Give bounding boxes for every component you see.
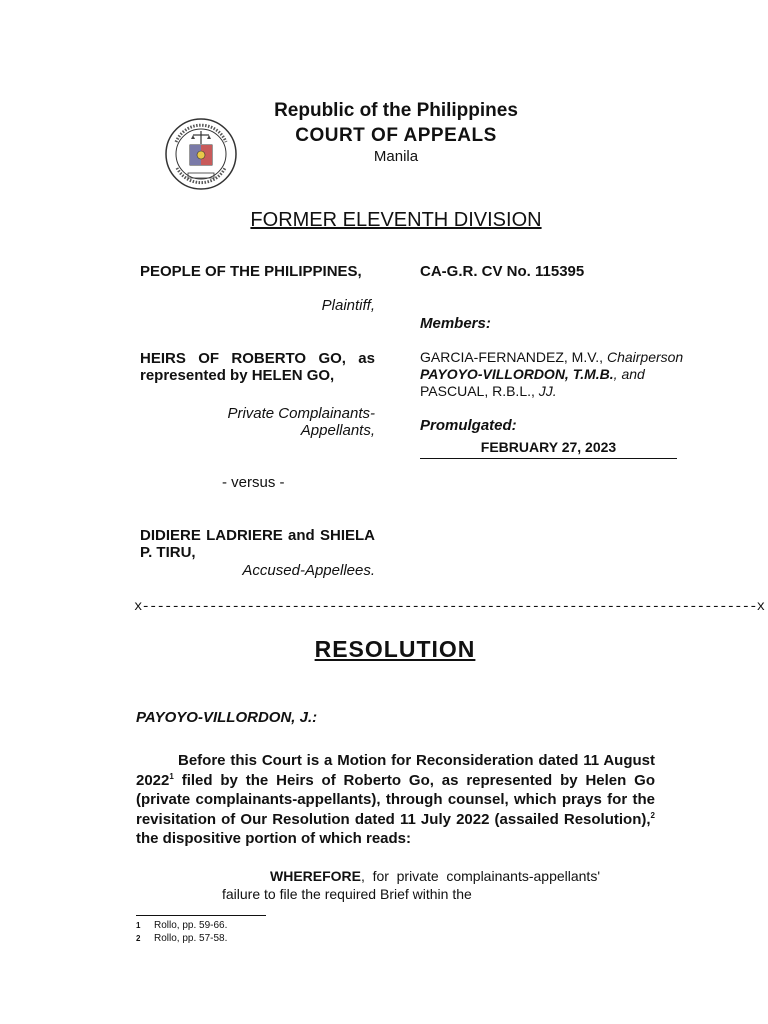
promulgated-date: FEBRUARY 27, 2023 bbox=[480, 439, 617, 455]
member-3-name: PASCUAL, R.B.L., bbox=[420, 383, 535, 399]
plaintiff-role: Plaintiff, bbox=[321, 297, 375, 314]
quote-lead: WHEREFORE bbox=[270, 868, 361, 884]
quote-text: , for private complainants-appellants' failure to file the required Brief within the bbox=[222, 868, 600, 902]
footnote-rule bbox=[136, 915, 266, 916]
body-text-c: the dispositive portion of which reads: bbox=[136, 830, 412, 847]
body-paragraph bbox=[136, 751, 655, 849]
footnote-1-text: Rollo, pp. 59-66. bbox=[154, 920, 228, 931]
member-1-name: GARCIA-FERNANDEZ, M.V., bbox=[420, 349, 604, 365]
complainant-name: HEIRS OF ROBERTO GO, as represented by HELEN GO, bbox=[140, 350, 375, 384]
member-1 bbox=[420, 349, 710, 366]
accused-role: Accused-Appellees. bbox=[242, 562, 375, 579]
footnote-1-num: 1 bbox=[136, 921, 141, 930]
court-city: Manila bbox=[373, 148, 419, 165]
members-label: Members: bbox=[420, 315, 491, 332]
republic-heading: Republic of the Philippines bbox=[274, 100, 518, 121]
promulgated-underline bbox=[420, 458, 677, 459]
footnote-1 bbox=[136, 920, 227, 932]
plaintiff-name: PEOPLE OF THE PHILIPPINES, bbox=[140, 263, 362, 280]
division-heading: FORMER ELEVENTH DIVISION bbox=[250, 209, 542, 231]
member-2-suffix: , and bbox=[613, 366, 645, 382]
complainant-role-2: Appellants, bbox=[300, 422, 375, 439]
caption-separator: x----------------------------------------------------------------------------------x bbox=[134, 599, 765, 615]
versus-label: - versus - bbox=[222, 474, 285, 491]
member-3 bbox=[420, 383, 710, 400]
footnote-2-text: Rollo, pp. 57-58. bbox=[154, 933, 228, 944]
member-3-suffix: JJ. bbox=[538, 383, 557, 399]
body-text-a: Before this Court is a Motion for Reconsideration dated 11 August 2022 bbox=[136, 752, 655, 789]
footnote-ref-1[interactable]: 1 bbox=[169, 771, 174, 781]
court-heading: COURT OF APPEALS bbox=[295, 125, 497, 146]
footnote-2-num: 2 bbox=[136, 934, 141, 943]
complainant-role-1: Private Complainants- bbox=[227, 405, 375, 422]
quoted-dispositive bbox=[222, 867, 600, 903]
case-number: CA-G.R. CV No. 115395 bbox=[420, 263, 585, 280]
member-2 bbox=[420, 366, 710, 383]
resolution-title: RESOLUTION bbox=[314, 636, 476, 662]
body-text-b: filed by the Heirs of Roberto Go, as represented by Helen Go (private complainants-appellants), through counsel, which prays for the revisitation of Our Resolution dated 11 July 2022 (assailed Resolution), bbox=[136, 771, 655, 828]
ponente: PAYOYO-VILLORDON, J.: bbox=[136, 709, 318, 726]
footnote-ref-2[interactable]: 2 bbox=[650, 810, 655, 820]
promulgated-label: Promulgated: bbox=[420, 417, 517, 434]
footnote-2 bbox=[136, 933, 227, 945]
member-1-title: Chairperson bbox=[606, 349, 684, 365]
accused-name: DIDIERE LADRIERE and SHIELA P. TIRU, bbox=[140, 527, 375, 561]
member-2-name: PAYOYO-VILLORDON, T.M.B. bbox=[420, 366, 614, 382]
